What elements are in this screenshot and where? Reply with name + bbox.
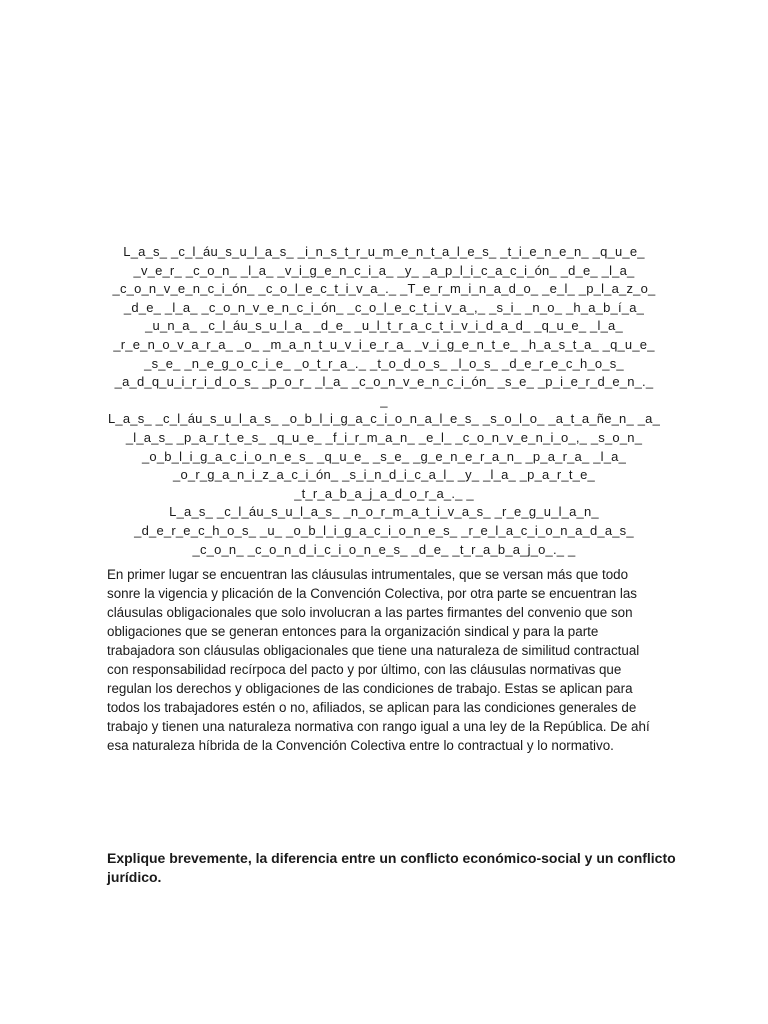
paragraph-line: trabajo y tienen una naturaleza normativa con rango igual a una ley de la República. De ahí	[107, 719, 650, 734]
paragraph-line: cláusulas obligacionales que solo involucran a las partes firmantes del convenio que son	[107, 605, 633, 620]
gapped-line: _o_r_g_a_n_i_z_a_c_i_ón_ _s_i_n_d_i_c_a_l_ _y_ _l_a_ _p_a_r_t_e_	[173, 467, 595, 483]
gapped-line: _a_d_q_u_i_r_i_d_o_s_ _p_o_r_ _l_a_ _c_o_n_v_e_n_c_i_ón_ _s_e_ _p_i_e_r_d_e_n_._	[114, 374, 654, 390]
gapped-line: _u_n_a_ _c_l_áu_s_u_l_a_ _d_e_ _u_l_t_r_a_c_t_i_v_i_d_a_d_ _q_u_e_ _l_a_	[145, 318, 623, 334]
gapped-line: _c_o_n_ _c_o_n_d_i_c_i_o_n_e_s_ _d_e_ _t_r_a_b_a_j_o_._ _	[192, 541, 576, 557]
question-line: Explique brevemente, la diferencia entre un conflicto económico-social y un conflicto	[107, 850, 676, 866]
gapped-line: _r_e_n_o_v_a_r_a_ _o_ _m_a_n_t_u_v_i_e_r_a_ _v_i_g_e_n_t_e_ _h_a_s_t_a_ _q_u_e_	[113, 336, 655, 352]
gapped-line: _v_e_r_ _c_o_n_ _l_a_ _v_i_g_e_n_c_i_a_ _y_ _a_p_l_i_c_a_c_i_ón_ _d_e_ _l_a_	[133, 262, 635, 278]
gapped-line: _d_e_ _l_a_ _c_o_n_v_e_n_c_i_ón_ _c_o_l_e_c_t_i_v_a_,_ _s_i_ _n_o_ _h_a_b_í_a_	[123, 299, 645, 315]
gapped-line: L_a_s_ _c_l_áu_s_u_l_a_s_ _i_n_s_t_r_u_m_e_n_t_a_l_e_s_ _t_i_e_n_e_n_ _q_u_e_	[123, 244, 645, 259]
paragraph-line: obligaciones que se generan entonces para la organización sindical y para la parte	[107, 624, 599, 639]
paragraph-line: En primer lugar se encuentran las cláusulas intrumentales, que se versan más que todo	[107, 567, 629, 582]
gapped-line: _o_b_l_i_g_a_c_i_o_n_e_s_ _q_u_e_ _s_e_ _g_e_n_e_r_a_n_ _p_a_r_a_ _l_a_	[141, 448, 627, 464]
question-line: jurídico.	[107, 869, 162, 885]
question-heading	[107, 849, 676, 887]
gapped-line: _c_o_n_v_e_n_c_i_ón_ _c_o_l_e_c_t_i_v_a_._ _T_e_r_m_i_n_a_d_o_ _e_l_ _p_l_a_z_o_	[112, 281, 656, 297]
gapped-line: _s_e_ _n_e_g_o_c_i_e_ _o_t_r_a_._ _t_o_d_o_s_ _l_o_s_ _d_e_r_e_c_h_o_s_	[144, 355, 624, 371]
gapped-line: _t_r_a_b_a_j_a_d_o_r_a_._ _	[294, 485, 474, 501]
paragraph-line: con responsabilidad recírpoca del pacto y por último, con las cláusulas normativas que	[107, 662, 622, 677]
gapped-line: L_a_s_ _c_l_áu_s_u_l_a_s_ _n_o_r_m_a_t_i_v_a_s_ _r_e_g_u_l_a_n_	[169, 504, 599, 520]
gapped-line: _	[380, 392, 388, 408]
body-paragraph	[107, 565, 667, 755]
paragraph-line: sonre la vigencia y plicación de la Convención Colectiva, por otra parte se encuentran las	[107, 586, 637, 601]
paragraph-line: esa naturaleza híbrida de la Convención Colectiva entre lo contractual y lo normativo.	[107, 738, 614, 753]
paragraph-line: regulan los derechos y obligaciones de las condiciones de trabajo. Estas se aplican para	[107, 681, 633, 696]
gapped-line: _d_e_r_e_c_h_o_s_ _u_ _o_b_l_i_g_a_c_i_o_n_e_s_ _r_e_l_a_c_i_o_n_a_d_a_s_	[134, 522, 634, 538]
paragraph-line: todos los trabajadores estén o no, afiliados, se aplican para las condiciones generales de	[107, 700, 637, 715]
gapped-line: L_a_s_ _c_l_áu_s_u_l_a_s_ _o_b_l_i_g_a_c_i_o_n_a_l_e_s_ _s_o_l_o_ _a_t_a_ñe_n_ _a_	[107, 411, 661, 427]
paragraph-line: trabajadora son cláusulas obligacionales que tiene una naturaleza de similitud contractual	[107, 643, 640, 658]
gapped-text-block	[96, 243, 672, 559]
gapped-line: _l_a_s_ _p_a_r_t_e_s_ _q_u_e_ _f_i_r_m_a_n_ _e_l_ _c_o_n_v_e_n_i_o_,_ _s_o_n_	[125, 429, 643, 445]
